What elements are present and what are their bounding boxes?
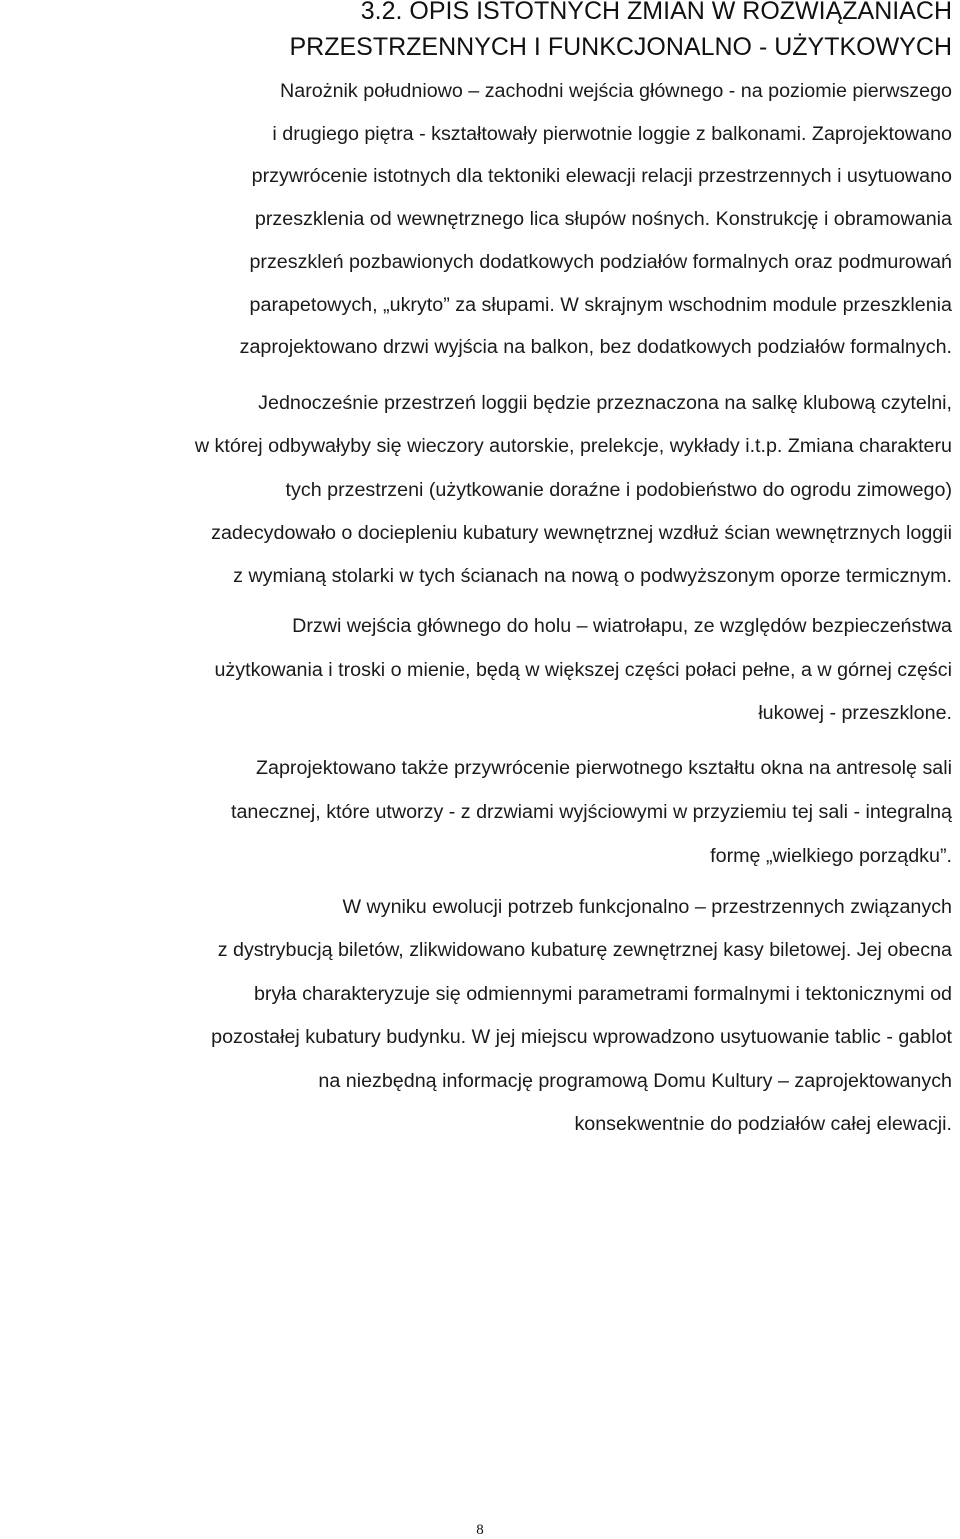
text-line: w której odbywałyby się wieczory autorskie, prelekcje, wykłady i.t.p. Zmiana charakteru	[194, 435, 952, 458]
text-line: z dystrybucją biletów, zlikwidowano kubaturę zewnętrznej kasy biletowej. Jej obecna	[217, 939, 952, 962]
paragraph-loggia-corner	[14, 70, 952, 369]
text-line: przywrócenie istotnych dla tektoniki elewacji relacji przestrzennych i usytuowano	[251, 165, 952, 188]
text-line: zaprojektowano drzwi wyjścia na balkon, bez dodatkowych podziałów formalnych.	[239, 336, 952, 359]
text-line: łukowej - przeszklone.	[758, 702, 952, 724]
text-line: bryła charakteryzuje się odmiennymi parametrami formalnymi i tektonicznymi od	[253, 982, 952, 1005]
paragraph-ticket-office	[14, 886, 952, 1146]
section-heading	[289, 0, 952, 65]
text-line: parapetowych, „ukryto” za słupami. W skrajnym wschodnim module przeszklenia	[249, 293, 952, 316]
text-line: tych przestrzeni (użytkowanie doraźne i podobieństwo do ogrodu zimowego)	[285, 478, 952, 501]
paragraph-main-entrance-doors	[14, 605, 952, 736]
text-line: Jednocześnie przestrzeń loggii będzie przeznaczona na salkę klubową czytelni,	[258, 392, 952, 414]
text-line: konsekwentnie do podziałów całej elewacji.	[574, 1113, 952, 1136]
text-line: tanecznej, które utworzy - z drzwiami wyjściowymi w przyziemiu tej sali - integralną	[231, 801, 952, 823]
text-line: W wyniku ewolucji potrzeb funkcjonalno – przestrzennych związanych	[342, 896, 952, 918]
paragraph-reading-room	[14, 382, 952, 598]
text-line: Zaprojektowano także przywrócenie pierwotnego kształtu okna na antresolę sali	[255, 757, 952, 779]
text-line: pozostałej kubatury budynku. W jej miejscu wprowadzono usytuowanie tablic - gablot	[211, 1026, 952, 1049]
section-heading-line-2: PRZESTRZENNYCH I FUNKCJONALNO - UŻYTKOWYCH	[289, 33, 952, 61]
text-line: i drugiego piętra - kształtowały pierwotnie loggie z balkonami. Zaprojektowano	[272, 122, 952, 145]
text-line: przeszkleń pozbawionych dodatkowych podziałów formalnych oraz podmurowań	[249, 250, 952, 273]
page-number: 8	[476, 1522, 484, 1538]
text-line: Narożnik południowo – zachodni wejścia głównego - na poziomie pierwszego	[280, 80, 952, 102]
text-line: Drzwi wejścia głównego do holu – wiatrołapu, ze względów bezpieczeństwa	[292, 615, 952, 637]
text-line: zadecydowało o dociepleniu kubatury wewnętrznej wzdłuż ścian wewnętrznych loggii	[211, 521, 952, 544]
section-heading-line-1: 3.2. OPIS ISTOTNYCH ZMIAN W ROZWIĄZANIACH	[360, 0, 952, 25]
text-line: z wymianą stolarki w tych ścianach na nową o podwyższonym oporze termicznym.	[233, 565, 952, 588]
text-line: na niezbędną informację programową Domu Kultury – zaprojektowanych	[318, 1069, 952, 1092]
paragraph-mezzanine-window	[14, 746, 952, 878]
text-line: użytkowania i troski o mienie, będą w większej części połaci pełne, a w górnej części	[214, 658, 952, 681]
text-line: formę „wielkiego porządku”.	[710, 845, 952, 867]
text-line: przeszklenia od wewnętrznego lica słupów nośnych. Konstrukcję i obramowania	[254, 208, 952, 231]
